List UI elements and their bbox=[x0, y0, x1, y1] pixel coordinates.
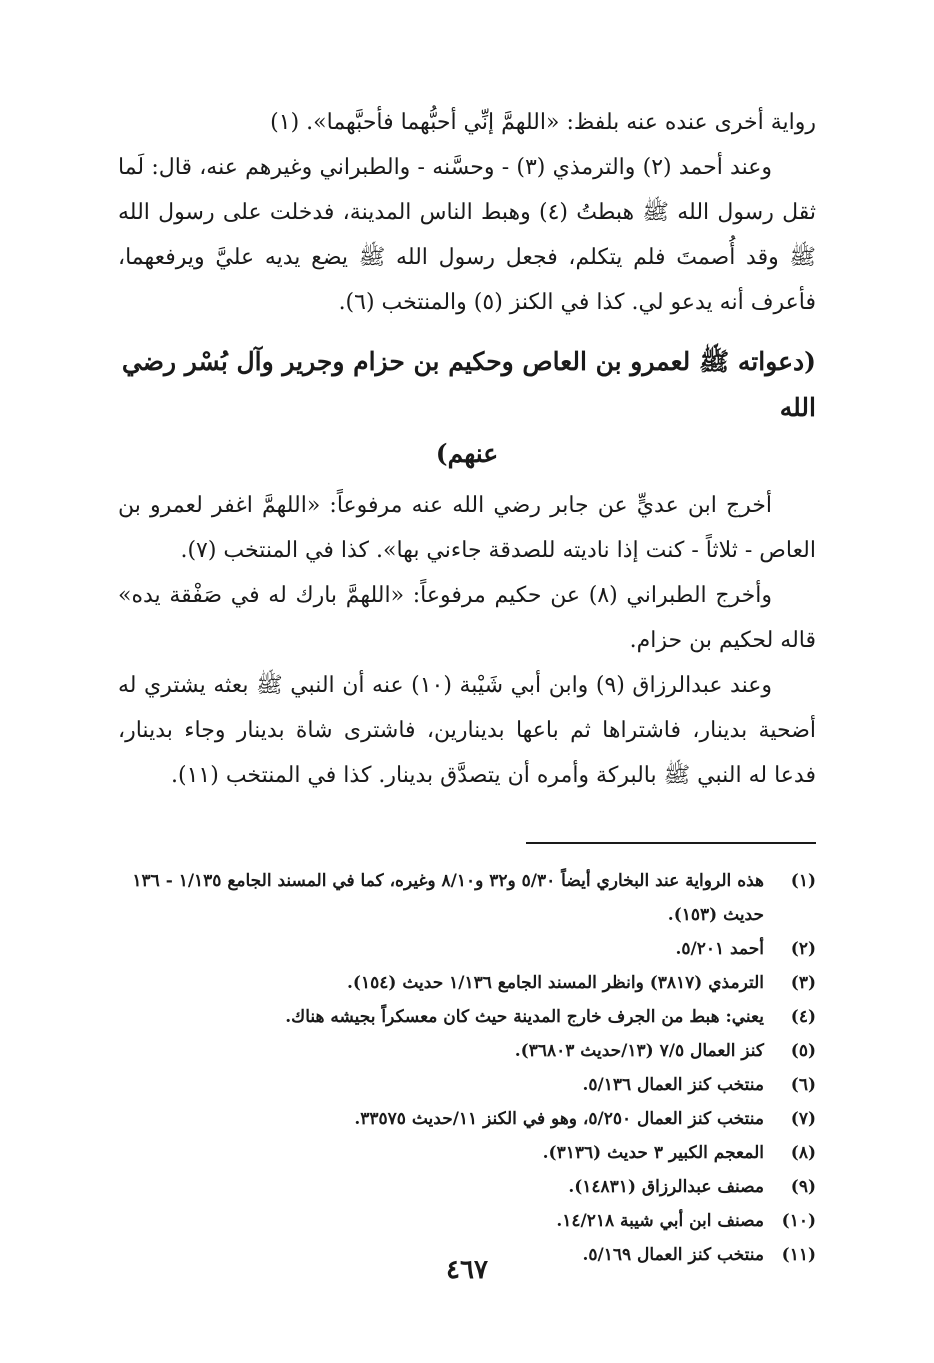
footnote-number: (٤) bbox=[790, 1007, 816, 1027]
footnote bbox=[118, 1136, 816, 1170]
footnote-number: (٦) bbox=[790, 1075, 816, 1095]
footnote bbox=[118, 1068, 816, 1102]
footnote bbox=[118, 1102, 816, 1136]
footnote-number: (١) bbox=[790, 871, 816, 891]
footnote-text: أحمد ٥/٢٠١. bbox=[675, 939, 764, 959]
footnote-number: (٨) bbox=[790, 1143, 816, 1163]
footnote bbox=[118, 864, 816, 932]
footnote-number: (٣) bbox=[790, 973, 816, 993]
section-heading-line-2: عنهم) bbox=[435, 439, 499, 468]
footnote bbox=[118, 1034, 816, 1068]
footnote bbox=[118, 1000, 816, 1034]
footnote-separator bbox=[526, 842, 816, 844]
footnote-text: هذه الرواية عند البخاري أيضاً ٥/٣٠ و٣٢ و٨/١٠ وغيره، كما في المسند الجامع ١/١٣٥ - ١٣٦ حديث (١٥٣). bbox=[132, 871, 764, 925]
footnote-number: (١١) bbox=[781, 1245, 816, 1265]
footnote-text: منتخب كنز العمال ٥/٢٥٠، وهو في الكنز ١١/حديث ٣٣٥٧٥. bbox=[354, 1109, 764, 1129]
paragraph-4: وأخرج الطبراني (٨) عن حكيم مرفوعاً: «اللهمَّ بارك له في صَفْقة يده» قاله لحكيم بن حزام. bbox=[118, 583, 816, 653]
footnote-text: المعجم الكبير ٣ حديث (٣١٣٦). bbox=[542, 1143, 764, 1163]
footnote-text: الترمذي (٣٨١٧) وانظر المسند الجامع ١/١٣٦ حديث (١٥٤). bbox=[347, 973, 764, 993]
footnote bbox=[118, 966, 816, 1000]
footnote-number: (٧) bbox=[790, 1109, 816, 1129]
paragraph-5: وعند عبدالرزاق (٩) وابن أبي شَيْبة (١٠) عنه أن النبي ﷺ بعثه يشتري له أضحية بدينار، فاشتراها ثم باعها بدينارين، فاشترى شاة بدينار وجاء بدينار، فدعا له النبي ﷺ بالبركة وأمره أن يتصدَّق بدينار. كذا في المنتخب (١١). bbox=[118, 673, 816, 788]
footnote-text: منتخب كنز العمال ٥/١٦٩. bbox=[582, 1245, 764, 1265]
footnote bbox=[118, 1204, 816, 1238]
page-number: ٤٦٧ bbox=[446, 1255, 488, 1285]
footnote-text: منتخب كنز العمال ٥/١٣٦. bbox=[582, 1075, 764, 1095]
footnote-number: (٩) bbox=[790, 1177, 816, 1197]
footnote bbox=[118, 1170, 816, 1204]
footnote-text: مصنف ابن أبي شيبة ١٤/٢١٨. bbox=[556, 1211, 764, 1231]
footnote-text: كنز العمال ٧/٥ (١٣/حديث ٣٦٨٠٣). bbox=[514, 1041, 764, 1061]
paragraph-3: أخرج ابن عديٍّ عن جابر رضي الله عنه مرفوعاً: «اللهمَّ اغفر لعمرو بن العاص - ثلاثاً - كنت إذا ناديته للصدقة جاءني بها». كذا في المنتخب (٧). bbox=[118, 493, 816, 563]
paragraph-2: وعند أحمد (٢) والترمذي (٣) - وحسَّنه - والطبراني وغيرهم عنه، قال: لَما ثقل رسول الله ﷺ هبطتُ (٤) وهبط الناس المدينة، فدخلت على رسول الله ﷺ وقد أُصمتَ فلم يتكلم، فجعل رسول الله ﷺ يضع يديه عليَّ ويرفعهما، فأعرف أنه يدعو لي. كذا في الكنز (٥) والمنتخب (٦). bbox=[118, 155, 816, 315]
section-heading-line-1: (دعواته ﷺ لعمرو بن العاص وحكيم بن حزام وجرير وآل بُسْر رضي الله bbox=[121, 347, 816, 422]
footnotes-list bbox=[118, 864, 816, 1272]
footnote-text: يعني: هبط من الجرف خارج المدينة حيث كان معسكراً بجيشه هناك. bbox=[285, 1007, 764, 1027]
footnote-number: (١٠) bbox=[781, 1211, 816, 1231]
footnote-text: مصنف عبدالرزاق (١٤٨٣١). bbox=[568, 1177, 764, 1197]
paragraph-1: رواية أخرى عنده عنه بلفظ: «اللهمَّ إنِّي أحبُّهما فأحبَّهما». (١) bbox=[270, 110, 816, 135]
footnote bbox=[118, 932, 816, 966]
footnote-number: (٢) bbox=[790, 939, 816, 959]
footnote-number: (٥) bbox=[790, 1041, 816, 1061]
section-heading bbox=[118, 339, 816, 477]
